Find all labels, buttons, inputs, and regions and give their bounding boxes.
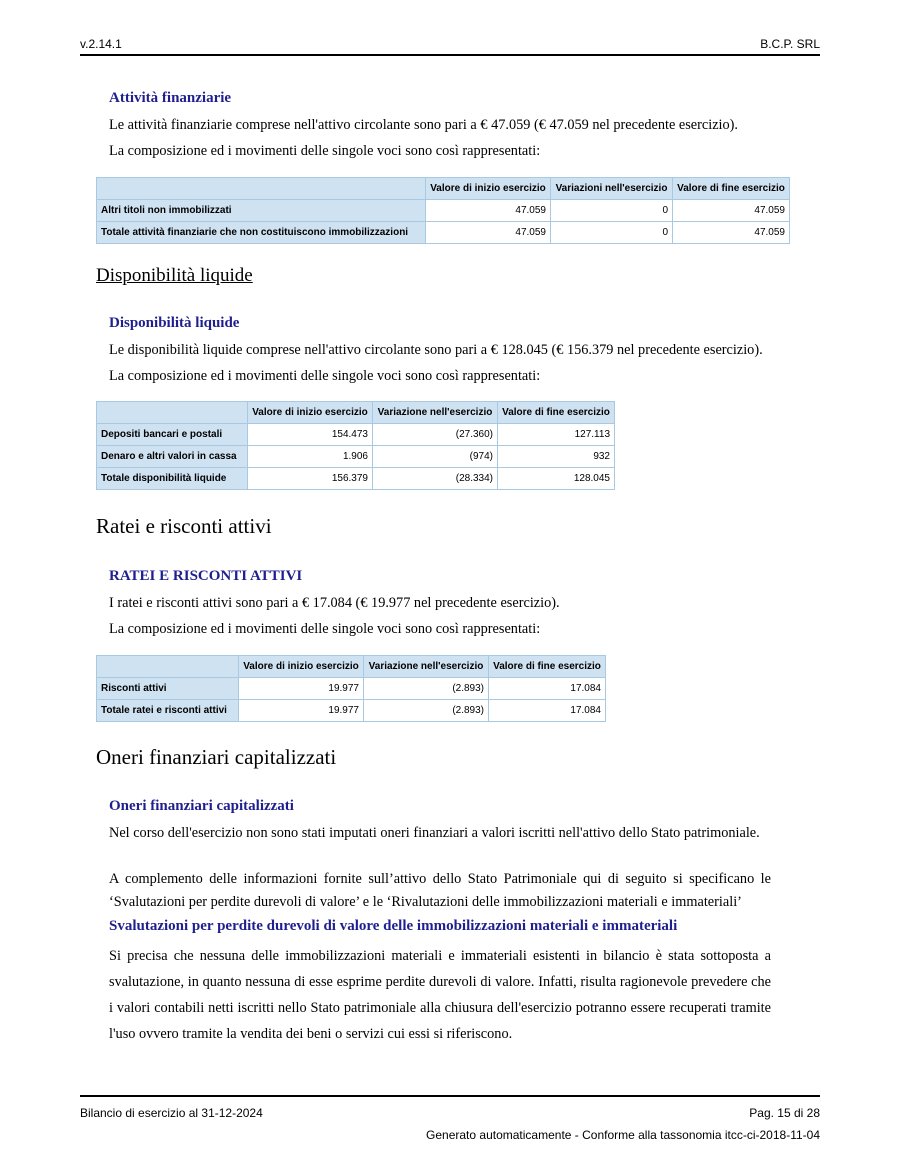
section-title-disponibilita-liquide: Disponibilità liquide bbox=[109, 315, 240, 331]
section-title-attivita-finanziarie: Attività finanziarie bbox=[109, 90, 232, 106]
row-label: Risconti attivi bbox=[97, 678, 239, 700]
cell-value: (2.893) bbox=[364, 700, 489, 722]
section-heading-ratei-risconti: Ratei e risconti attivi bbox=[96, 514, 272, 538]
cell-value: 154.473 bbox=[248, 424, 373, 446]
footer-generated-note: Generato automaticamente - Conforme alla tassonomia itcc-ci-2018-11-04 bbox=[426, 1128, 820, 1142]
column-header: Valore di fine esercizio bbox=[673, 178, 790, 200]
row-label: Depositi bancari e postali bbox=[97, 424, 248, 446]
table-disponibilita-liquide bbox=[96, 401, 615, 490]
page-number: Pag. 15 di 28 bbox=[749, 1106, 820, 1120]
cell-value: 17.084 bbox=[489, 678, 606, 700]
cell-value: 932 bbox=[498, 446, 615, 468]
paragraph: La composizione ed i movimenti delle singole voci sono così rappresentati: bbox=[109, 143, 541, 159]
table-row bbox=[97, 700, 606, 722]
cell-value: 47.059 bbox=[426, 222, 551, 244]
paragraph: A complemento delle informazioni fornite sull’attivo dello Stato Patrimoniale qui di seguito si specificano le ‘Svalutazioni per perdite durevoli di valore’ e le ‘Rivalutazioni delle immobilizzazioni materiali e immateriali’ bbox=[109, 871, 771, 910]
row-label: Totale attività finanziarie che non costituiscono immobilizzazioni bbox=[97, 222, 426, 244]
paragraph: Nel corso dell'esercizio non sono stati imputati oneri finanziari a valori iscritti nell'attivo dello Stato patrimoniale. bbox=[109, 825, 760, 841]
paragraph: Le attività finanziarie comprese nell'attivo circolante sono pari a € 47.059 (€ 47.059 nel precedente esercizio). bbox=[109, 117, 739, 133]
column-header: Valore di fine esercizio bbox=[489, 656, 606, 678]
column-header: Valore di fine esercizio bbox=[498, 402, 615, 424]
company-name: B.C.P. SRL bbox=[760, 37, 820, 51]
cell-value: 1.906 bbox=[248, 446, 373, 468]
header-divider bbox=[80, 54, 820, 56]
table-row bbox=[97, 424, 615, 446]
cell-value: 19.977 bbox=[239, 700, 364, 722]
footer-divider bbox=[80, 1095, 820, 1097]
column-header: Valore di inizio esercizio bbox=[426, 178, 551, 200]
footer-title: Bilancio di esercizio al 31-12-2024 bbox=[80, 1106, 263, 1120]
cell-value: 0 bbox=[551, 222, 673, 244]
table-corner-cell bbox=[97, 178, 426, 200]
cell-value: (27.360) bbox=[373, 424, 498, 446]
cell-value: 19.977 bbox=[239, 678, 364, 700]
paragraph: La composizione ed i movimenti delle singole voci sono così rappresentati: bbox=[109, 368, 541, 384]
column-header: Valore di inizio esercizio bbox=[239, 656, 364, 678]
paragraph: I ratei e risconti attivi sono pari a € 17.084 (€ 19.977 nel precedente esercizio). bbox=[109, 595, 560, 611]
table-header-row bbox=[97, 178, 790, 200]
column-header: Valore di inizio esercizio bbox=[248, 402, 373, 424]
table-row bbox=[97, 200, 790, 222]
column-header: Variazioni nell'esercizio bbox=[551, 178, 673, 200]
row-label: Denaro e altri valori in cassa bbox=[97, 446, 248, 468]
cell-value: 127.113 bbox=[498, 424, 615, 446]
section-title-oneri-finanziari: Oneri finanziari capitalizzati bbox=[109, 798, 294, 814]
row-label: Altri titoli non immobilizzati bbox=[97, 200, 426, 222]
page-header bbox=[80, 37, 820, 55]
table-row bbox=[97, 446, 615, 468]
section-title-svalutazioni: Svalutazioni per perdite durevoli di valore delle immobilizzazioni materiali e immateriali bbox=[109, 918, 678, 934]
cell-value: (28.334) bbox=[373, 468, 498, 490]
cell-value: (974) bbox=[373, 446, 498, 468]
table-row bbox=[97, 468, 615, 490]
table-row bbox=[97, 678, 606, 700]
cell-value: 47.059 bbox=[673, 222, 790, 244]
cell-value: 156.379 bbox=[248, 468, 373, 490]
table-header-row bbox=[97, 656, 606, 678]
cell-value: (2.893) bbox=[364, 678, 489, 700]
section-title-ratei-risconti: RATEI E RISCONTI ATTIVI bbox=[109, 568, 303, 584]
table-ratei-risconti bbox=[96, 655, 606, 722]
row-label: Totale disponibilità liquide bbox=[97, 468, 248, 490]
paragraph: La composizione ed i movimenti delle singole voci sono così rappresentati: bbox=[109, 621, 541, 637]
cell-value: 47.059 bbox=[426, 200, 551, 222]
cell-value: 47.059 bbox=[673, 200, 790, 222]
column-header: Variazione nell'esercizio bbox=[364, 656, 489, 678]
cell-value: 0 bbox=[551, 200, 673, 222]
section-heading-oneri-finanziari: Oneri finanziari capitalizzati bbox=[96, 745, 337, 769]
section-heading-disponibilita-liquide: Disponibilità liquide bbox=[96, 265, 253, 286]
column-header: Variazione nell'esercizio bbox=[373, 402, 498, 424]
cell-value: 128.045 bbox=[498, 468, 615, 490]
row-label: Totale ratei e risconti attivi bbox=[97, 700, 239, 722]
table-attivita-finanziarie bbox=[96, 177, 790, 244]
table-corner-cell bbox=[97, 656, 239, 678]
paragraph: Si precisa che nessuna delle immobilizzazioni materiali e immateriali esistenti in bilancio è stata sottoposta a svalutazione, in quanto nessuna di esse esprime perdite durevoli di valore. Infatti, risulta ragionevole prevedere che i valori contabili netti iscritti nello Stato patrimoniale alla chiusura dell'esercizio potranno essere recuperati tramite l'uso ovvero tramite la vendita dei beni o servizi cui essi si riferiscono. bbox=[109, 948, 771, 1042]
table-corner-cell bbox=[97, 402, 248, 424]
table-header-row bbox=[97, 402, 615, 424]
paragraph: Le disponibilità liquide comprese nell'attivo circolante sono pari a € 128.045 (€ 156.379 nel precedente esercizio). bbox=[109, 342, 763, 358]
cell-value: 17.084 bbox=[489, 700, 606, 722]
version-label: v.2.14.1 bbox=[80, 37, 122, 51]
table-row bbox=[97, 222, 790, 244]
